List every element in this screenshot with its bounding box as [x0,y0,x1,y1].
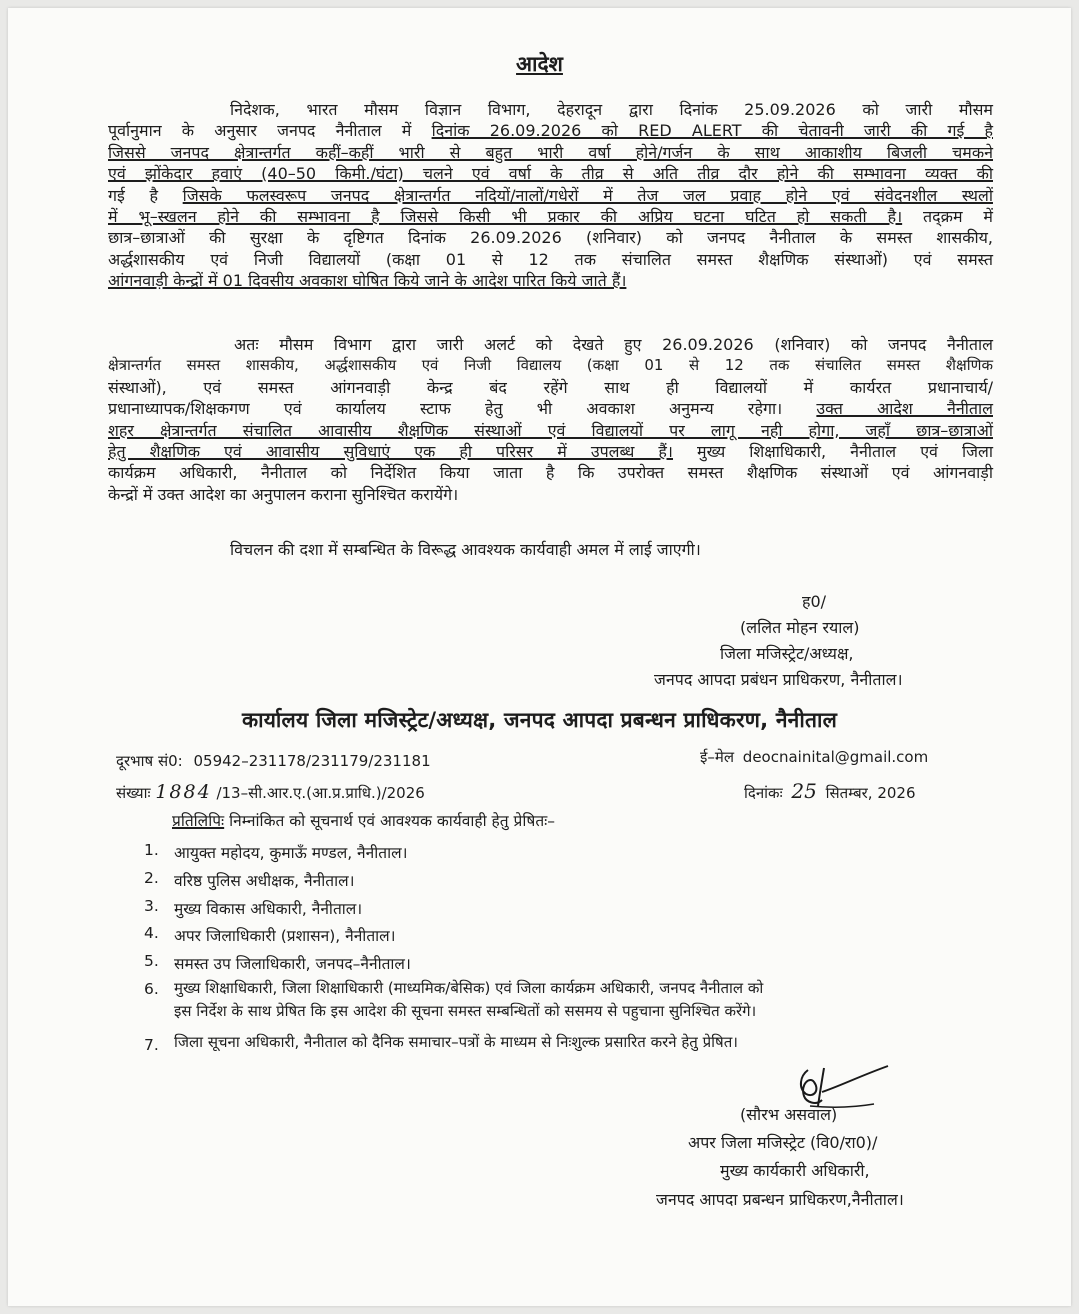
para2-line: क्षेत्रान्तर्गत समस्त शासकीय, अर्द्धशासकीय एवं निजी विद्यालय (कक्षा 01 से 12 तक संचालित समस्त शैक्षणिक [108,356,993,375]
para1-line: एवं झोंकेदार हवाएं (40–50 किमी./घंटा) चलने एवं वर्षा के तीव्र से अति तीव्र दौर होने की सम्भावना व्यक्त की [108,164,993,184]
phone-number: 05942–231178/231179/231181 [193,752,431,770]
order-title: आदेश [516,52,563,76]
order-paragraph-2 [108,334,993,505]
para1-line: पूर्वानुमान के अनुसार जनपद नैनीताल में दिनांक 26.09.2026 को RED ALERT की चेतावनी जारी की गई है [108,121,994,141]
order-paragraph-1 [108,99,993,292]
phone-line [116,751,431,771]
copy-intro: प्रतिलिपिः निम्नांकित को सूचनार्थ एवं आवश्यक कार्यवाही हेतु प्रेषितः– [172,812,556,830]
para2-line: संस्थाओं), एवं समस्त आंगनवाड़ी केन्द्र बंद रहेंगे साथ ही विद्यालयों में कार्यरत प्रधानाचार्य/ [108,377,993,397]
para2-line: प्रधानाध्यापक/शिक्षकगण एवं कार्यालय स्टाफ हेतु भी अवकाश अनुमन्य रहेगा। उक्त आदेश नैनीताल [108,399,993,419]
red-alert-text: दिनांक 26.09.2026 को RED ALERT की चेतावनी जारी की गई है [431,121,994,141]
signed-mark: ह0/ [802,592,827,611]
signatory2-designation-2: मुख्य कार्यकारी अधिकारी, [720,1161,870,1180]
signatory2-office: जनपद आपदा प्रबन्धन प्राधिकरण,नैनीताल। [656,1190,904,1209]
email-line [700,747,928,767]
order-paragraph-3: विचलन की दशा में सम्बन्धित के विरूद्ध आवश्यक कार्यवाही अमल में लाई जाएगी। [230,540,701,559]
order-date: दिनांकः 25 सितम्बर, 2026 [744,779,916,803]
para1-line: में भू–स्खलन होने की सम्भावना है जिससे किसी भी प्रकार की अप्रिय घटना घटित हो सकती है। तद्क्रम में [108,207,993,227]
signatory2-name: (सौरभ असवाल) [740,1105,838,1124]
signatory2-designation: अपर जिला मजिस्ट्रेट (वि0/रा0)/ [688,1133,878,1152]
para2-line: केन्द्रों में उक्त आदेश का अनुपालन कराना सुनिश्चित करायेंगे। [108,484,459,504]
copy-label: प्रतिलिपिः [172,812,225,830]
handwritten-number: 1884 [155,781,212,803]
email-address: deocnainital@gmail.com [742,748,929,766]
para1-line: निदेशक, भारत मौसम विज्ञान विभाग, देहरादून द्वारा दिनांक 25.09.2026 को जारी मौसम [230,100,993,119]
office-header: कार्यालय जिला मजिस्ट्रेट/अध्यक्ष, जनपद आपदा प्रबन्धन प्राधिकरण, नैनीताल [241,708,838,732]
email-label: ई–मेल [700,748,735,766]
signatory-designation: जिला मजिस्ट्रेट/अध्यक्ष, [720,644,854,663]
para2-line: हेतु शैक्षणिक एवं आवासीय सुविधाएं एक ही परिसर में उपलब्ध हैं। मुख्य शिक्षाधिकारी, नैनीताल एवं जिला [108,442,993,462]
reference-number: संख्याः 1884 /13–सी.आर.ए.(आ.प्र.प्राधि.)/2026 [116,781,425,803]
para1-line: आंगनवाड़ी केन्द्रों में 01 दिवसीय अवकाश घोषित किये जाने के आदेश पारित किये जाते हैं। [108,271,627,291]
para1-line: जिससे जनपद क्षेत्रान्तर्गत कहीं–कहीं भारी से बहुत भारी वर्षा होने/गर्जन के साथ आकाशीय बिजली चमकने [108,142,993,162]
para2-line: शहर क्षेत्रान्तर्गत संचालित आवासीय शैक्षणिक संस्थाओं एवं विद्यालयों पर लागू नही होगा, जहाँ छात्र–छात्राओं [108,420,993,440]
phone-label: दूरभाष सं0: [116,752,183,770]
para2-line: कार्यक्रम अधिकारी, नैनीताल को निर्देशित किया जाता है कि उपरोक्त समस्त शैक्षणिक संस्थाओं एवं आंगनवाड़ी [108,463,993,483]
handwritten-date: 25 [791,779,817,803]
para1-line: छात्र–छात्राओं की सुरक्षा के दृष्टिगत दिनांक 26.09.2026 (शनिवार) को जनपद नैनीताल के समस्त शासकीय, [108,228,993,248]
para1-line: अर्द्धशासकीय एवं निजी विद्यालयों (कक्षा 01 से 12 तक संचालित समस्त शैक्षणिक संस्थाओं) एवं समस्त [108,249,993,269]
signatory-name: (ललित मोहन रयाल) [740,618,860,637]
para2-line: अतः मौसम विभाग द्वारा जारी अलर्ट को देखते हुए 26.09.2026 (शनिवार) को जनपद नैनीताल [234,335,993,354]
signatory-office: जनपद आपदा प्रबंधन प्राधिकरण, नैनीताल। [654,670,903,689]
para1-line: गई है जिसके फलस्वरूप जनपद क्षेत्रान्तर्गत नदियों/नालों/गधेरों में तेज जल प्रवाह होने एवं संवेदनशील स्थलों [108,185,993,205]
